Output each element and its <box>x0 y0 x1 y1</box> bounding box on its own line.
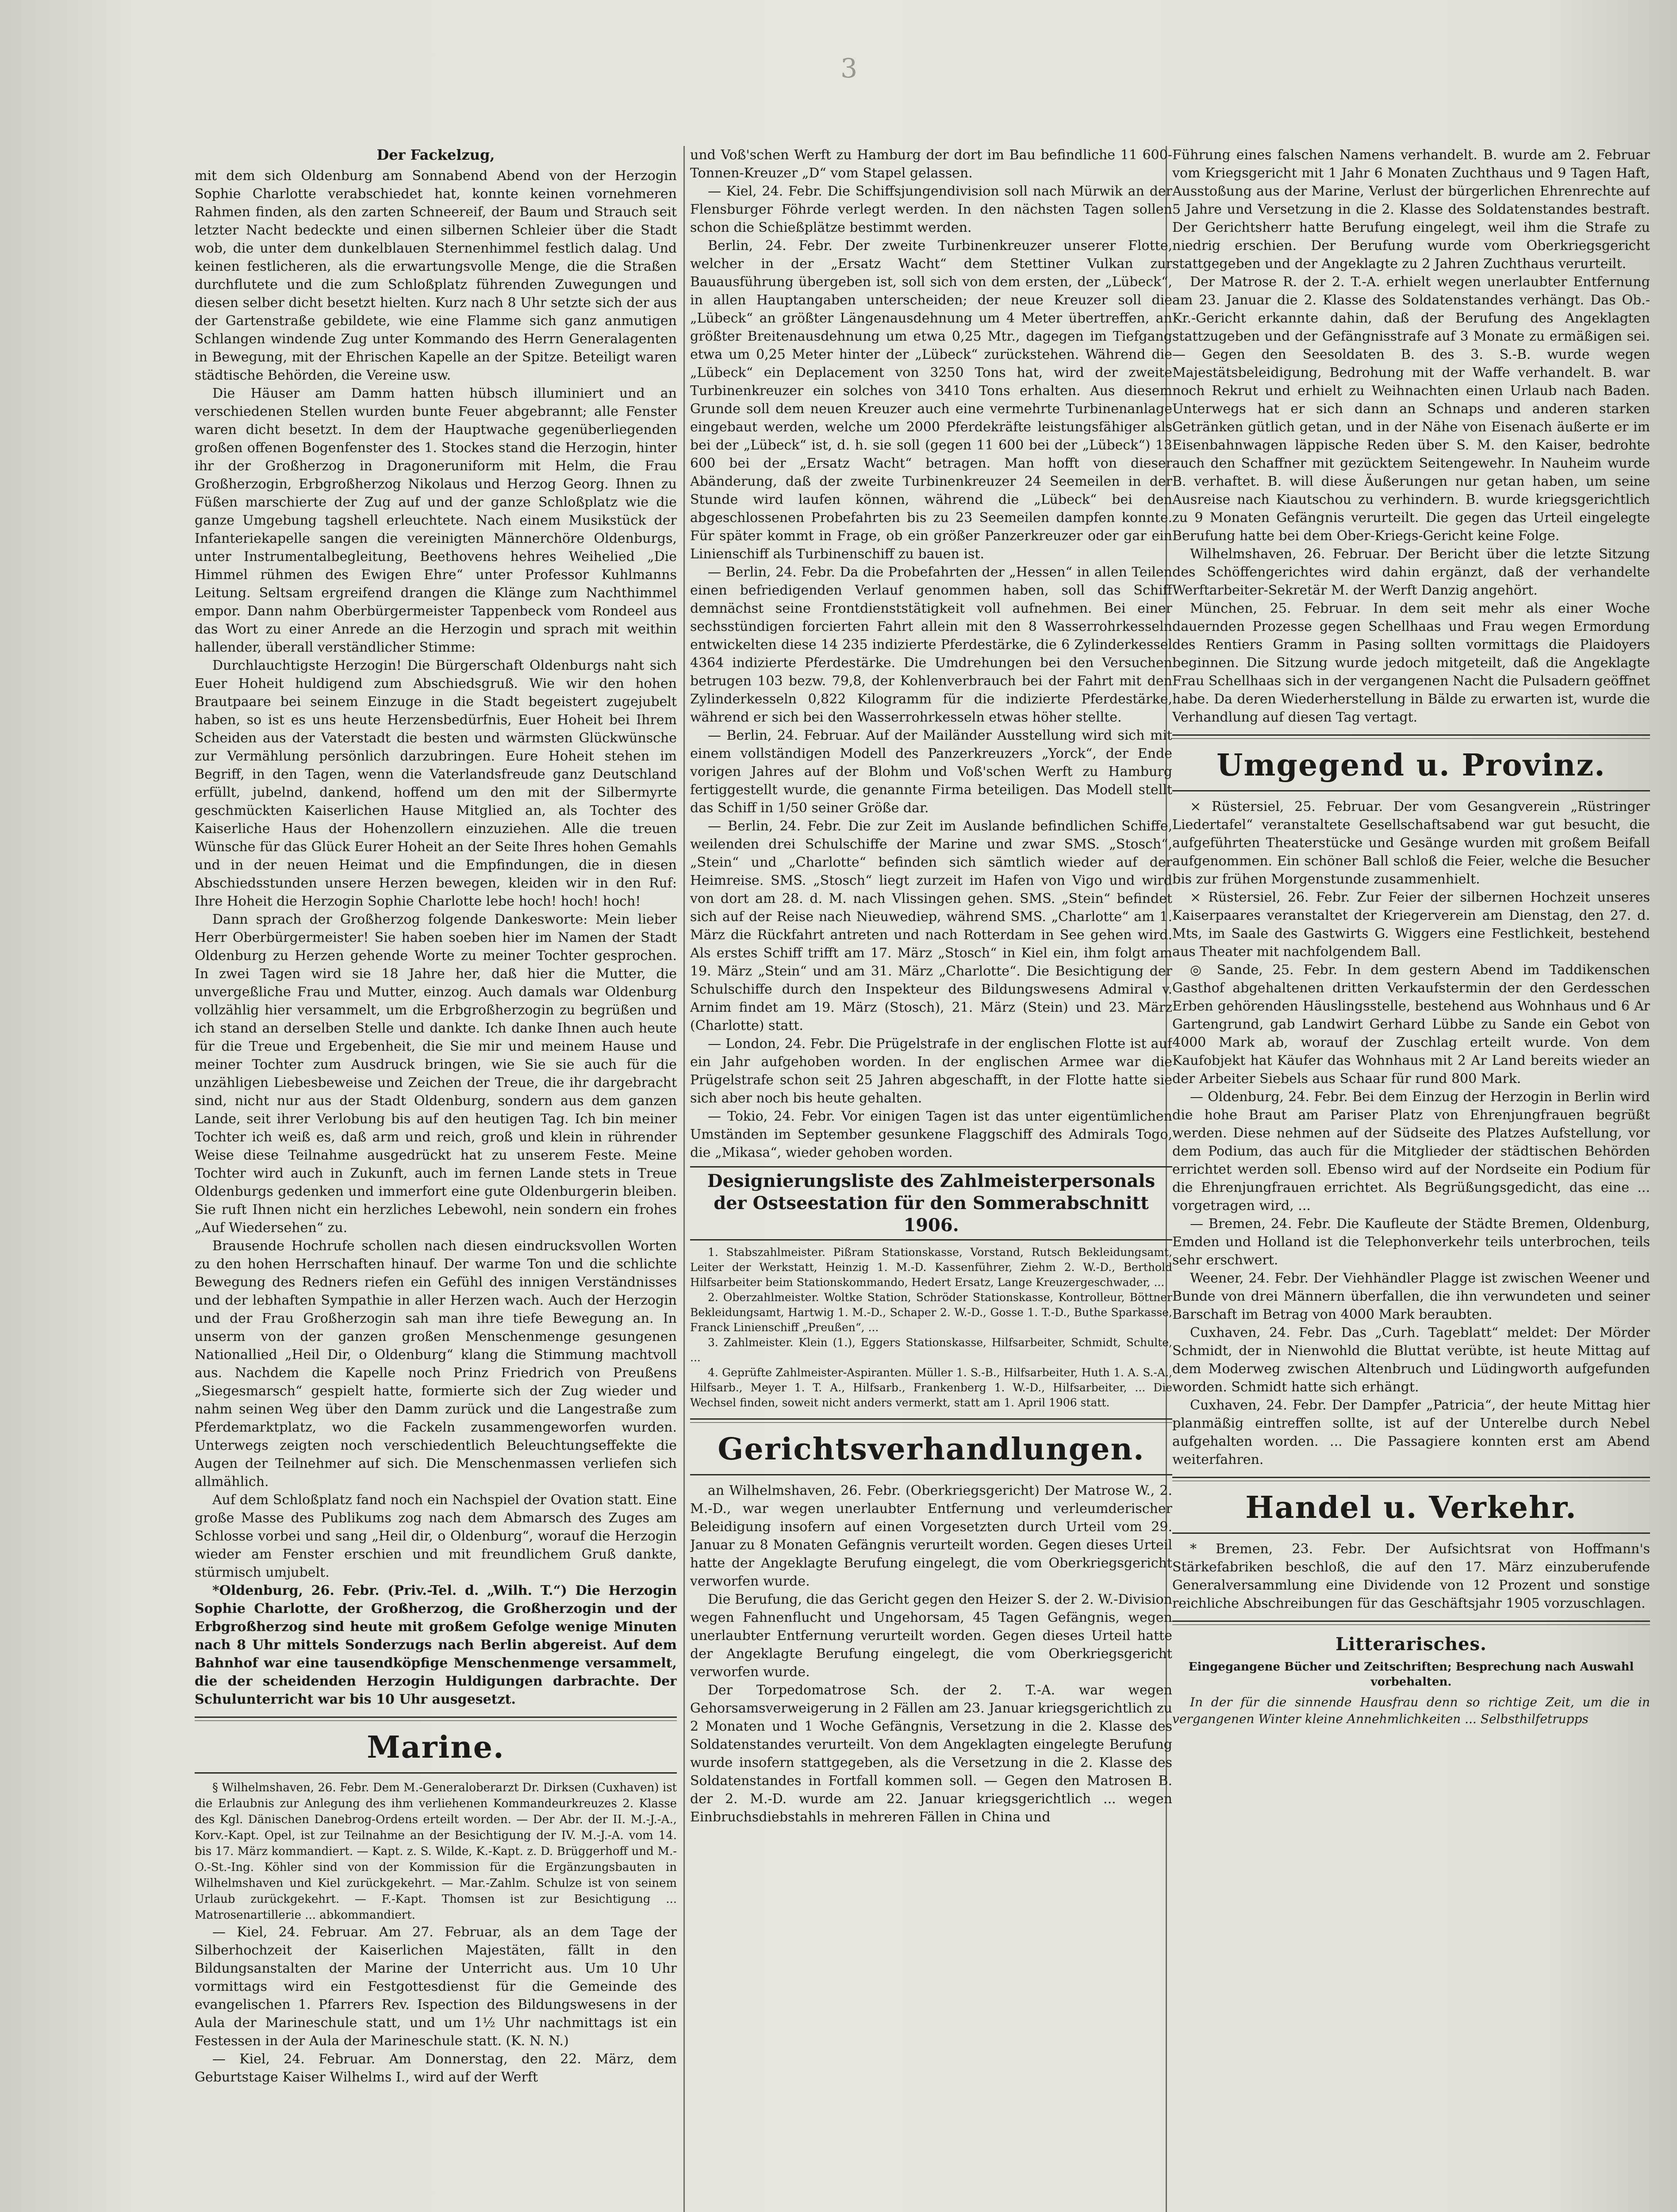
court-heading: Gerichtsverhandlungen. <box>718 1432 1145 1467</box>
article-paragraph: und Voß'schen Werft zu Hamburg der dort im Bau befindliche 11 600-Tonnen-Kreuzer „D“ vom Stapel gelassen. <box>690 147 1172 181</box>
article-paragraph: Auf dem Schloßplatz fand noch ein Nachspiel der Ovation statt. Eine große Masse des Publikums zog nach dem Abmarsch des Zuges am Schlosse vorbei und sang „Heil dir, o Oldenburg“, worauf die Herzogin wieder am Fenster erschien und mit freundlichem Gruß dankte, stürmisch umjubelt. <box>195 1492 677 1580</box>
designation-paragraph: 4. Geprüfte Zahlmeister-Aspiranten. Müller 1. S.-B., Hilfsarbeiter, Huth 1. A. S.-A., Hilfsarb., Meyer 1. T. A., Hilfsarb., Frankenberg 1. W.-D., Hilfsarbeiter, ... Die Wechsel finden, soweit nicht anders vermerkt, statt am 1. April 1906 statt. <box>690 1366 1172 1409</box>
designation-paragraph: 3. Zahlmeister. Klein (1.), Eggers Stationskasse, Hilfsarbeiter, Schmidt, Schulte, ... <box>690 1336 1172 1364</box>
designation-list-title: Designierungsliste des Zahlmeisterpersonals der Ostseestation für den Sommerabschnitt 1906. <box>690 1166 1172 1240</box>
region-paragraph: × Rüstersiel, 25. Februar. Der vom Gesangverein „Rüstringer Liedertafel“ veranstaltete Gesellschaftsabend war gut besucht, die aufgeführten Theaterstücke und Gesänge wurden mit großem Beifall aufgenommen. Ein schöner Ball schloß die Feier, welche die Besucher bis zur frühen Morgenstunde zusammenhielt. <box>1172 799 1650 887</box>
section-divider <box>690 1418 1172 1423</box>
heading-rule <box>1172 1532 1650 1534</box>
torchlight-title: Der Fackelzug, <box>376 146 495 163</box>
marine-paragraph: § Wilhelmshaven, 26. Febr. Dem M.-Generaloberarzt Dr. Dirksen (Cuxhaven) ist die Erlaubnis zur Anlegung des ihm verliehenen Kommandeurkreuzes 2. Klasse des Kgl. Dänischen Danebrog-Ordens erteilt worden. — Der Abr. der II. M.-J.-A., Korv.-Kapt. Opel, ist zur Teilnahme an der Besichtigung der IV. M.-J.-A. vom 14. bis 17. März kommandiert. — Kapt. z. S. Wilde, K.-Kapt. z. D. Brüggerhoff und M.-O.-St.-Ing. Köhler sind von der Kommission für die Ergänzungsbauten in Wilhelmshaven und Kiel zurückgekehrt. — Mar.-Zahlm. Schulze ist von seinem Urlaub zurückgekehrt. — F.-Kapt. Thomsen ist zur Besichtigung ... Matrosenartillerie ... abkommandiert. <box>195 1781 677 1922</box>
trade-paragraph: * Bremen, 23. Febr. Der Aufsichtsrat von Hoffmann's Stärkefabriken beschloß, die auf den 17. März einzuberufende Generalversammlung eine Dividende von 12 Prozent und sonstige reichliche Abschreibungen für das Geschäftsjahr 1905 vorzuschlagen. <box>1172 1541 1650 1611</box>
marine-paragraph: — Kiel, 24. Februar. Am Donnerstag, den 22. März, dem Geburtstage Kaiser Wilhelms I., wird auf der Werft <box>195 2051 677 2085</box>
article-paragraph: — Kiel, 24. Febr. Die Schiffsjungendivision soll nach Mürwik an der Flensburger Föhrde verlegt werden. In den nächsten Tagen sollen schon die Schießplätze bestimmt werden. <box>690 184 1172 235</box>
court-paragraph: an Wilhelmshaven, 26. Febr. (Oberkriegsgericht) Der Matrose W., 2. M.-D., war wegen unerlaubter Entfernung und verleumderischer Beleidigung insofern auf einen Vorgesetzten durch Urteil vom 29. Januar zu 8 Monaten Gefängnis verurteilt worden. Gegen dieses Urteil hatte der Angeklagte Berufung eingelegt, die vom Oberkriegsgericht verworfen wurde. <box>690 1483 1172 1589</box>
article-paragraph: Wilhelmshaven, 26. Februar. Der Bericht über die letzte Sitzung des Schöffengerichtes wird dahin ergänzt, daß der verhandelte Werftarbeiter-Sekretär M. der Werft Danzig angehört. <box>1172 546 1650 598</box>
literature-paragraph: In der für die sinnende Hausfrau denn so richtige Zeit, um die in vergangenen Winter kleine Annehmlichkeiten ... Selbsthilfetrupps <box>1172 1695 1650 1726</box>
column-middle <box>690 146 1172 1826</box>
article-paragraph: Berlin, 24. Febr. Der zweite Turbinenkreuzer unserer Flotte, welcher in der „Ersatz Wacht“ dem Stettiner Vulkan zur Bauausführung übergeben ist, soll sich von dem ersten, der „Lübeck“, in allen Hauptangaben unterscheiden; der neue Kreuzer soll die „Lübeck“ an größter Längenausdehnung um 4 Meter übertreffen, an größter Breitenausdehnung um etwa 0,25 Mtr., dagegen im Tiefgang etwa um 0,25 Meter hinter der „Lübeck“ zurückstehen. Während die „Lübeck“ ein Deplacement von 3250 Tons hat, wird der zweite Turbinenkreuzer ein solches von 3410 Tons erhalten. Aus diesem Grunde soll dem neuen Kreuzer auch eine vermehrte Turbinenanlage eingebaut werden, welche um 2000 Pferdekräfte leistungsfähiger als bei der „Lübeck“ ist, d. h. sie soll (gegen 11 600 bei der „Lübeck“) 13 600 bei der „Ersatz Wacht“ betragen. Man hofft von dieser Abänderung, daß der zweite Turbinenkreuzer 24 Seemeilen in der Stunde wird laufen können, während die „Lübeck“ bei den abgeschlossenen Probefahrten bis zu 23 Seemeilen dampfen konnte. Für später kommt in Frage, ob ein größer Panzerkreuzer oder gar ein Linienschiff als Turbinenschiff zu bauen ist. <box>690 238 1172 562</box>
region-paragraph: Cuxhaven, 24. Febr. Das „Curh. Tageblatt“ meldet: Der Mörder Schmidt, der in Nienwohld die Bluttat verübte, ist heute Mittag auf dem Moderweg zwischen Altenbruch und Lüdingworth aufgefunden worden. Schmidt hatte sich erhängt. <box>1172 1325 1650 1395</box>
region-paragraph: — Oldenburg, 24. Febr. Bei dem Einzug der Herzogin in Berlin wird die hohe Braut am Pariser Platz von Ehrenjungfrauen begrüßt werden. Diese nehmen auf der Südseite des Platzes Aufstellung, vor dem Podium, das auch für die Mitglieder der städtischen Behörden errichtet werden soll. Ebenso wird auf der Nordseite ein Podium für die Ehrenjungfrauen errichtet. Als Begrüßungsgedicht, das eine ... vorgetragen wird, ... <box>1172 1089 1650 1214</box>
section-divider <box>1172 734 1650 739</box>
designation-paragraph: 2. Oberzahlmeister. Woltke Station, Schröder Stationskasse, Kontrolleur, Böttner Bekleidungsamt, Hartwig 1. M.-D., Schaper 2. W.-D., Gosse 1. T.-D., Buthe Sparkasse, Franck Linienschiff „Preußen“, ... <box>690 1291 1172 1334</box>
article-paragraph: mit dem sich Oldenburg am Sonnabend Abend von der Herzogin Sophie Charlotte verabschiedet hat, konnte keinen vornehmeren Rahmen finden, als den zarten Schneereif, der Baum und Strauch seit letzter Nacht bedeckte und einen silbernen Schleier über die Stadt wob, die unter dem dunkelblauen Sternenhimmel festlich dalag. Und keinen festlicheren, als die erwartungsvolle Menge, die die Straßen durchflutete und die zum Schloßplatz führenden Zuwegungen und diesen selber dicht besetzt hielten. Kurz nach 8 Uhr setzte sich der aus der Gartenstraße gebildete, wie eine Flamme sich ganz anmutigen Schlangen windende Zug unter Kommando des Herrn Generalagenten in Bewegung, mit der Ehrischen Kapelle an der Spitze. Beteiligt waren städtische Behörden, die Vereine usw. <box>195 168 677 383</box>
article-paragraph: — Berlin, 24. Febr. Da die Probefahrten der „Hessen“ in allen Teilen einen befriedigenden Verlauf genommen haben, soll das Schiff demnächst seine Frontdienststätigkeit voll aufnehmen. Bei einer sechsstündigen forcierten Fahrt allein mit den 8 Wasserrohrkesseln entwickelten diese 14 235 indizierte Pferdestärke, die 6 Zylinderkessel 4364 indizierte Pferdestärke. Die Umdrehungen bei den Versuchen betrugen 103 bezw. 79,8, der Kohlenverbrauch bei der Fahrt mit den Zylinderkesseln 0,822 Kilogramm für die indizierte Pferdestärke, während er sich bei den Wasserrohrkesseln etwas höher stellte. <box>690 565 1172 725</box>
column-rule-1 <box>683 146 685 2212</box>
region-paragraph: — Bremen, 24. Febr. Die Kaufleute der Städte Bremen, Oldenburg, Emden und Holland ist die Telephonverkehr teils unterbrochen, teils sehr erschwert. <box>1172 1216 1650 1268</box>
region-heading: Umgegend u. Provinz. <box>1216 748 1606 783</box>
section-divider <box>195 1717 677 1721</box>
section-divider <box>1172 1477 1650 1481</box>
article-paragraph: Die Häuser am Damm hatten hübsch illuminiert und an verschiedenen Stellen wurden bunte Feuer abgebrannt; alle Fenster waren dicht besetzt. In dem der Hauptwache gegenüberliegenden großen offenen Bogenfenster des 1. Stockes stand die Herzogin, hinter ihr der Großherzog in Dragoneruniform mit Helm, die Frau Großherzogin, Erbgroßherzog Nikolaus und Herzog Georg. Ihnen zu Füßen marschierte der Zug auf und der ganze Schloßplatz wie die ganze Umgebung tagshell erleuchtete. Nach einem Musikstück der Infanteriekapelle sangen die vereinigten Männerchöre Oldenburgs, unter Instrumentalbegleitung, Beethovens hehres Weihelied „Die Himmel rühmen des Ewigen Ehre“ unter Professor Kuhlmanns Leitung. Seltsam ergreifend drangen die Klänge zum Nachthimmel empor. Dann nahm Oberbürgermeister Tappenbeck vom Rondeel aus das Wort zu einer Anrede an die Herzogin und sprach mit weithin hallender, überall verständlicher Stimme: <box>195 386 677 655</box>
region-paragraph: × Rüstersiel, 26. Febr. Zur Feier der silbernen Hochzeit unseres Kaiserpaares veranstaltet der Kriegerverein am Dienstag, den 27. d. Mts, im Saale des Gastwirts G. Wiggers eine Festlichkeit, bestehend aus Theater mit nachfolgendem Ball. <box>1172 890 1650 960</box>
court-paragraph: Die Berufung, die das Gericht gegen den Heizer S. der 2. W.-Division wegen Fahnenflucht und Ungehorsam, 45 Tagen Gefängnis, wegen unerlaubter Entfernung verurteilt worden. Gegen dieses Urteil hatte der Angeklagte Berufung eingelegt, die vom Oberkriegsgericht verworfen wurde. <box>690 1592 1172 1680</box>
region-paragraph: ◎ Sande, 25. Febr. In dem gestern Abend im Taddikenschen Gasthof abgehaltenen dritten Verkaufstermin der den Gerdesschen Erben gehörenden Häuslingsstelle, bestehend aus Wohnhaus und 6 Ar Gartengrund, gab Landwirt Gerhard Lübbe zu Sande ein Gebot von 4000 Mark ab, worauf der Zuschlag erteilt wurde. Von dem Kaufobjekt hat Käufer das Wohnhaus mit 2 Ar Land bereits wieder an der Arbeiter Siebels aus Schaar für rund 800 Mark. <box>1172 962 1650 1087</box>
article-paragraph: Der Matrose R. der 2. T.-A. erhielt wegen unerlaubter Entfernung am 23. Januar die 2. Klasse des Soldatenstandes verhängt. Das Ob.-Kr.-Gericht erkannte dahin, daß der Berufung des Angeklagten stattzugeben und der Gefängnisstrafe auf 3 Monate zu ermäßigen sei. — Gegen den Seesoldaten B. des 3. S.-B. wurde wegen Majestätsbeleidigung, Bedrohung mit der Waffe verhandelt. B. war noch Rekrut und erhielt zu Weihnachten einen Urlaub nach Baden. Unterwegs hat er sich dann an Schnaps und anderen starken Getränken gütlich getan, und in der Nähe von Eisenach äußerte er im Eisenbahnwagen läppische Reden über S. M. den Kaiser, bedrohte auch den Schaffner mit gezücktem Seitengewehr. In Nauheim wurde B. verhaftet. B. will diese Äußerungen nur getan haben, um seine Ausreise nach Kiautschou zu verhindern. B. wurde kriegsgerichtlich zu 9 Monaten Gefängnis verurteilt. Die gegen das Urteil eingelegte Berufung hatte bei dem Ober-Kriegs-Gericht keine Folge. <box>1172 274 1650 544</box>
article-paragraph: — London, 24. Febr. Die Prügelstrafe in der englischen Flotte ist auf ein Jahr aufgehoben worden. In der englischen Armee war die Prügelstrafe schon seit 25 Jahren abgeschafft, in der Flotte hatte sie sich aber noch bis heute gehalten. <box>690 1036 1172 1106</box>
article-paragraph: — Tokio, 24. Febr. Vor einigen Tagen ist das unter eigentümlichen Umständen im September gesunkene Flaggschiff des Admirals Togo, die „Mikasa“, wieder gehoben worden. <box>690 1109 1172 1160</box>
article-paragraph: München, 25. Februar. In dem seit mehr als einer Woche dauernden Prozesse gegen Schellhaas und Frau wegen Ermordung des Rentiers Gramm in Pasing sollten vormittags die Plaidoyers beginnen. Die Sitzung wurde jedoch mitgeteilt, daß die Angeklagte Frau Schellhaas sich in der vergangenen Nacht die Pulsadern geöffnet habe. Da deren Wiederherstellung in Bälde zu erwarten ist, wurde die Verhandlung auf diesen Tag vertagt. <box>1172 601 1650 725</box>
column-left <box>195 146 677 2086</box>
page-margin-mark: 3 <box>840 53 858 84</box>
telegram-dispatch: *Oldenburg, 26. Febr. (Priv.-Tel. d. „Wilh. T.“) Die Herzogin Sophie Charlotte, der Großherzog, die Großherzogin und der Erbgroßherzog sind heute mit großem Gefolge wenige Minuten nach 8 Uhr mittels Sonderzugs nach Berlin abgereist. Auf dem Bahnhof war eine tausendköpfige Menschenmenge versammelt, die der scheidenden Herzogin Huldigungen darbrachte. Der Schulunterricht war bis 10 Uhr ausgesetzt. <box>195 1583 677 1707</box>
article-paragraph: Dann sprach der Großherzog folgende Dankesworte: Mein lieber Herr Oberbürgermeister! Sie haben soeben hier im Namen der Stadt Oldenburg zu Herzen gehende Worte zu meiner Tochter gesprochen. In zwei Tagen wird sie 18 Jahre her, daß hier die Mutter, die unvergeßliche Frau und Mutter, einzog. Auch damals war Oldenburg vollzählig hier versammelt, um die Erbgroßherzogin zu begrüßen und ich stand an derselben Stelle und dankte. Ich danke Ihnen auch heute für die Treue und Ergebenheit, die Sie mir und meinem Hause und meiner Tochter zum Ausdruck bringen, wie Sie sie auch für die unzähligen Liebesbeweise und Zeichen der Treue, die ihr dargebracht sind, nicht nur aus der Stadt Oldenburg, sondern aus dem ganzen Lande, seit ihrer Verlobung bis auf den heutigen Tag. Ich bin meiner Tochter ich weiß es, daß arm und reich, groß und klein in rührender Weise diese Teilnahme ausgedrückt hat zu unserem Feste. Meine Tochter wird auch in Zukunft, auch im fernen Lande stets in Treue Oldenburgs gedenken und immerfort eine gute Oldenburgerin bleiben. Sie ruft Ihnen nicht ein herzliches Lebewohl, nein sondern ein frohes „Auf Wiedersehen“ zu. <box>195 912 677 1236</box>
article-paragraph: — Berlin, 24. Februar. Auf der Mailänder Ausstellung wird sich mit einem vollständigen Modell des Panzerkreuzers „Yorck“, der Ende vorigen Jahres auf der Blohm und Voß'schen Werft zu Hamburg fertiggestellt wurde, die genannte Firma beteiligen. Das Modell stellt das Schiff in 1/50 seiner Größe dar. <box>690 728 1172 816</box>
trade-heading: Handel u. Verkehr. <box>1245 1490 1577 1525</box>
article-paragraph: — Berlin, 24. Febr. Die zur Zeit im Auslande befindlichen Schiffe, weilenden drei Schulschiffe der Marine und zwar SMS. „Stosch“, „Stein“ und „Charlotte“ befinden sich sämtlich wieder auf der Heimreise. SMS. „Stosch“ liegt zurzeit im Hafen von Vigo und wird von dort am 28. d. M. nach Vlissingen gehen. SMS. „Stein“ befindet sich auf der Reise nach Nieuwediep, während SMS. „Charlotte“ am 1. März die Rückfahrt antreten und nach Rotterdam in See gehen wird. Als erstes Schiff trifft am 17. März „Stosch“ in Kiel ein, ihm folgt am 19. März „Stein“ und am 31. März „Charlotte“. Die Besichtigung der Schulschiffe durch den Inspekteur des Bildungswesens Admiral v. Arnim findet am 19. März (Stosch), 21. März (Stein) und 23. März (Charlotte) statt. <box>690 818 1172 1033</box>
marine-heading: Marine. <box>367 1730 505 1765</box>
section-divider <box>1172 1621 1650 1625</box>
heading-rule <box>690 1474 1172 1475</box>
heading-rule <box>195 1772 677 1774</box>
column-right <box>1172 146 1650 1728</box>
region-paragraph: Weener, 24. Febr. Der Viehhändler Plagge ist zwischen Weener und Bunde von drei Männern überfallen, die ihn verwundeten und seiner Barschaft im Betrag von 4000 Mark beraubten. <box>1172 1271 1650 1322</box>
region-paragraph: Cuxhaven, 24. Febr. Der Dampfer „Patricia“, der heute Mittag hier planmäßig eintreffen sollte, ist auf der Unterelbe durch Nebel aufgehalten worden. ... Die Passagiere konnten erst am Abend weiterfahren. <box>1172 1398 1650 1467</box>
heading-rule <box>1172 790 1650 791</box>
court-paragraph: Der Torpedomatrose Sch. der 2. T.-A. war wegen Gehorsamsverweigerung in 2 Fällen am 23. Januar kriegsgerichtlich zu 2 Monaten und 1 Woche Gefängnis, Versetzung in die 2. Klasse des Soldatenstandes verurteilt. Von dem Angeklagten eingelegte Berufung wurde insofern stattgegeben, als die Versetzung in die 2. Klasse des Soldatenstandes in Fortfall kommen soll. — Gegen den Matrosen B. der 2. M.-D. wurde am 22. Januar kriegsgerichtlich ... wegen Einbruchsdiebstahls in mehreren Fällen in China und <box>690 1682 1172 1825</box>
article-paragraph: Durchlauchtigste Herzogin! Die Bürgerschaft Oldenburgs naht sich Euer Hoheit huldigend zum Abschiedsgruß. Wie wir den hohen Brautpaare bei seinem Einzuge in die Stadt begeistert zugejubelt haben, so ist es uns heute Herzensbedürfnis, Euer Hoheit bei Ihrem Scheiden aus der Vaterstadt die besten und wärmsten Glückwünsche zur Vermählung persönlich darzubringen. Eure Hoheit stehen im Begriff, in den Tagen, wenn die Vaterlandsfreude ganz Deutschland erfüllt, jubelnd, dankend, hoffend um den mit der Silbermyrte geschmückten Kaiserlichen Hause Mitglied an, als Tochter des Kaiserliche Haus der Hohenzollern einzuziehen. Alle die treuen Wünsche für das Glück Eurer Hoheit an der Seite Ihres hohen Gemahls und in der neuen Heimat und die Empfindungen, die in diesen Abschiedsstunden unsere Herzen bewegen, kleiden wir in den Ruf: Ihre Hoheit die Herzogin Sophie Charlotte lebe hoch! hoch! hoch! <box>195 658 677 909</box>
literature-heading: Litterarisches. <box>1335 1634 1487 1655</box>
marine-paragraph: — Kiel, 24. Februar. Am 27. Februar, als an dem Tage der Silberhochzeit der Kaiserlichen Majestäten, fällt in den Bildungsanstalten der Marine der Unterricht aus. Um 10 Uhr vormittags wird ein Festgottesdienst für die Gemeinde des evangelischen 1. Pfarrers Rev. Ispection des Bildungswesens in der Aula der Marineschule statt, und um 1½ Uhr nachmittags ist ein Festessen in der Aula der Marineschule statt. (K. N. N.) <box>195 1924 677 2049</box>
designation-paragraph: 1. Stabszahlmeister. Pißram Stationskasse, Vorstand, Rutsch Bekleidungsamt, Leiter der Werkstatt, Heinzig 1. M.-D. Kassenführer, Ziehm 2. W.-D., Berthold Hilfsarbeiter beim Stationskommando, Hedert Ersatz, Lange Kreuzergeschwader, ... <box>690 1246 1172 1289</box>
literature-subheading: Eingegangene Bücher und Zeitschriften; Besprechung nach Auswahl vorbehalten. <box>1188 1660 1634 1689</box>
article-paragraph: Führung eines falschen Namens verhandelt. B. wurde am 2. Februar vom Kriegsgericht mit 1 Jahr 6 Monaten Zuchthaus und 9 Tagen Haft, Ausstoßung aus der Marine, Verlust der bürgerlichen Ehrenrechte auf 5 Jahre und Versetzung in die 2. Klasse des Soldatenstandes bestraft. Der Gerichtsherr hatte Berufung eingelegt, weil ihm die Strafe zu niedrig erschien. Der Berufung wurde vom Oberkriegsgericht stattgegeben und der Angeklagte zu 2 Jahren Zuchthaus verurteilt. <box>1172 147 1650 272</box>
article-paragraph: Brausende Hochrufe schollen nach diesen eindrucksvollen Worten zu den hohen Herrschaften hinauf. Der warme Ton und die schlichte Bewegung des Redners riefen ein Gefühl des innigen Verständnisses und der lebhaften Sympathie in aller Herzen wach. Auch der Herzogin und der Frau Großherzogin sah man ihre tiefe Bewegung an. In unserm von der ganzen großen Menschenmenge gesungenen Nationallied „Heil Dir, o Oldenburg“ klang die Stimmung machtvoll aus. Nachdem die Kapelle noch Prinz Friedrich von Preußens „Siegesmarsch“ gespielt hatte, formierte sich der Zug wieder und nahm seinen Weg über den Damm zurück und die Langestraße zum Pferdemarktplatz, wo die Fackeln zusammengeworfen wurden. Unterwegs zeigten noch verschiedentlich Beleuchtungseffekte die Augen der Teilnehmer auf sich. Die Menschenmassen verliefen sich allmählich. <box>195 1238 677 1490</box>
